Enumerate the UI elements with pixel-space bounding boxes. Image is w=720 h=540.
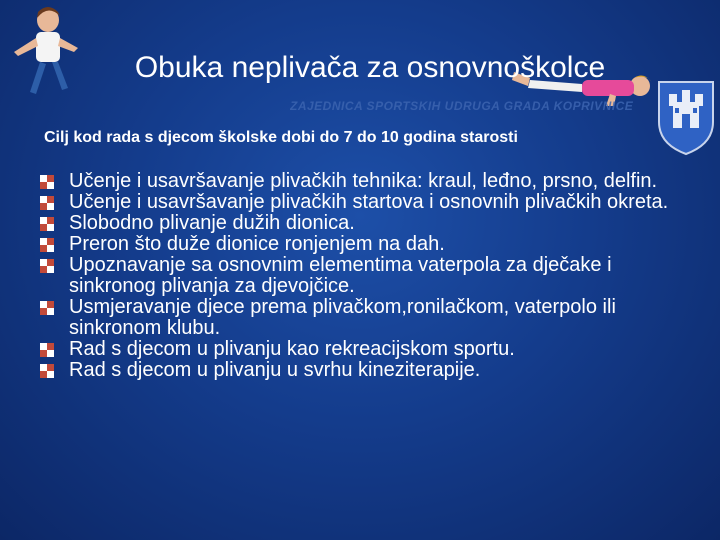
checkered-bullet-icon — [40, 196, 54, 210]
slide-subtitle: Cilj kod rada s djecom školske dobi do 7 do 10 godina starosti — [44, 129, 518, 146]
bullet-text: Upoznavanje sa osnovnim elementima vaterpola za dječake i sinkronog plivanja za djevojčice. — [69, 254, 612, 297]
bullet-text: Slobodno plivanje dužih dionica. — [69, 212, 355, 234]
bullet-item — [40, 171, 690, 192]
bullet-list — [40, 171, 690, 381]
slide-title: Obuka neplivača za osnovnoškolce — [134, 51, 606, 84]
bullet-text: Preron što duže dionice ronjenjem na dah. — [69, 233, 445, 255]
checkered-bullet-icon — [40, 238, 54, 252]
bullet-text: Rad s djecom u plivanju kao rekreacijskom sportu. — [69, 338, 515, 360]
bullet-text: Učenje i usavršavanje plivačkih tehnika: kraul, leđno, prsno, delfin. — [69, 170, 658, 192]
bullet-text: Usmjeravanje djece prema plivačkom,ronilačkom, vaterpolo ili sinkronom klubu. — [69, 296, 616, 339]
bullet-text: Učenje i usavršavanje plivačkih startova i osnovnih plivačkih okreta. — [69, 191, 669, 213]
bullet-item — [40, 192, 690, 213]
checkered-bullet-icon — [40, 217, 54, 231]
bullet-item — [40, 297, 690, 339]
bullet-item — [40, 339, 690, 360]
bullet-item — [40, 360, 690, 381]
checkered-bullet-icon — [40, 259, 54, 273]
bullet-item — [40, 255, 690, 297]
checkered-bullet-icon — [40, 343, 54, 357]
bullet-item — [40, 234, 690, 255]
checkered-bullet-icon — [40, 175, 54, 189]
checkered-bullet-icon — [40, 364, 54, 378]
bullet-text: Rad s djecom u plivanju u svrhu kineziterapije. — [69, 359, 481, 381]
organization-banner: ZAJEDNICA SPORTSKIH UDRUGA GRADA KOPRIVNICE — [290, 99, 634, 113]
checkered-bullet-icon — [40, 301, 54, 315]
bullet-item — [40, 213, 690, 234]
